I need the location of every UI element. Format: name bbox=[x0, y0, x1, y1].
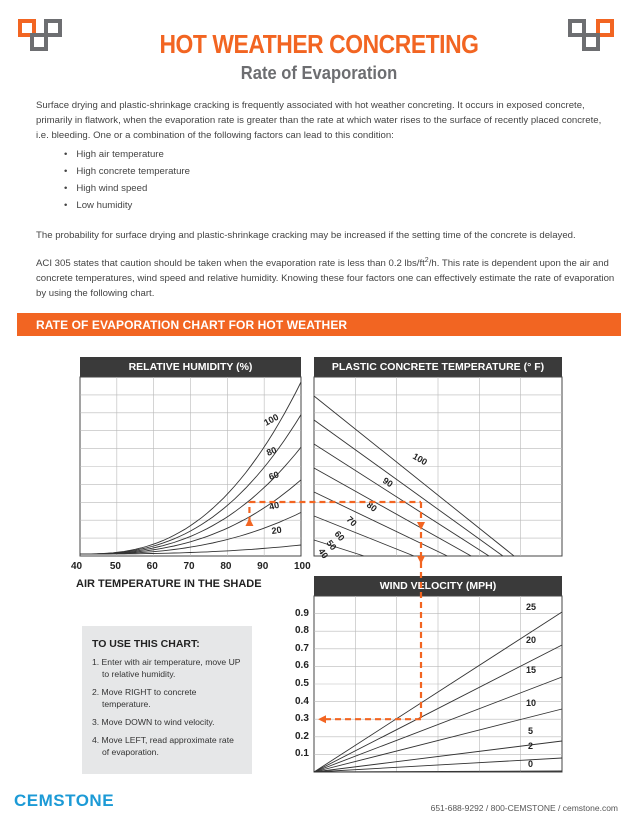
humidity-curve-label: 80 bbox=[265, 444, 279, 458]
instruction-steps bbox=[92, 656, 242, 758]
probability-paragraph: The probability for surface drying and plastic-shrinkage cracking may be increased if the setting time of the concrete is delayed. bbox=[36, 230, 576, 241]
concrete-temp-label: 60 bbox=[332, 528, 347, 543]
air-temp-tick: 40 bbox=[71, 561, 83, 572]
evaporation-tick: 0.6 bbox=[295, 660, 309, 672]
evaporation-tick: 0.4 bbox=[295, 695, 309, 707]
air-temp-tick: 80 bbox=[220, 561, 232, 572]
instructions-title: TO USE THIS CHART: bbox=[92, 638, 200, 650]
list-item: • High concrete temperature bbox=[64, 163, 190, 180]
evaporation-tick: 0.9 bbox=[295, 607, 309, 619]
footer-contact: 651-688-9292 / 800-CEMSTONE / cemstone.com bbox=[430, 803, 618, 813]
list-item: 1. Enter with air temperature, move UP to relative humidity. bbox=[92, 657, 241, 679]
list-item: 3. Move DOWN to wind velocity. bbox=[92, 717, 215, 727]
section-title: RATE OF EVAPORATION CHART FOR HOT WEATHER bbox=[36, 318, 348, 332]
humidity-curve-label: 40 bbox=[268, 499, 281, 512]
concrete-temp-label: 80 bbox=[364, 499, 379, 514]
concrete-temp-label: 90 bbox=[380, 475, 395, 490]
page-subtitle: Rate of Evaporation bbox=[240, 63, 398, 83]
list-item: • High air temperature bbox=[64, 146, 190, 163]
list-item: • Low humidity bbox=[64, 197, 190, 214]
wind-velocity-label: 2 bbox=[528, 741, 534, 751]
air-temp-axis-title: AIR TEMPERATURE IN THE SHADE bbox=[76, 578, 262, 590]
humidity-curve-label: 100 bbox=[262, 411, 281, 428]
evaporation-tick: 0.7 bbox=[295, 642, 309, 654]
intro-paragraph: Surface drying and plastic-shrinkage cracking is frequently associated with hot weather concreting. It occurs in exposed concrete, primarily in flatwork, when the evaporation rate is greater than the rate at which water rises to the surface of recently placed concrete, i.e. bleeding. One or a combination of the following factors can lead to this condition: bbox=[36, 100, 602, 141]
evaporation-tick: 0.2 bbox=[295, 730, 309, 742]
air-temp-tick: 50 bbox=[109, 561, 121, 572]
humidity-curve-label: 20 bbox=[270, 524, 283, 536]
air-temp-tick: 90 bbox=[257, 561, 269, 572]
air-temp-tick: 70 bbox=[183, 561, 195, 572]
concrete-temp-panel-header: PLASTIC CONCRETE TEMPERATURE (° F) bbox=[314, 357, 562, 377]
wind-velocity-label: 20 bbox=[526, 635, 537, 645]
brand-logo: CEMSTONE bbox=[14, 791, 115, 810]
list-item: 4. Move LEFT, read approximate rate of evaporation. bbox=[92, 735, 234, 757]
list-item: • High wind speed bbox=[64, 180, 190, 197]
evaporation-tick: 0.1 bbox=[295, 748, 309, 760]
aci-paragraph: ACI 305 states that caution should be taken when the evaporation rate is less than 0.2 lbs/$ft^2/h$. This rate is dependent upon the air and concrete temperatures, wind speed and relative humidity. Knowing these four factors one can effectively estimate the rate of evaporation by using the following chart. bbox=[36, 257, 615, 300]
wind-velocity-label: 25 bbox=[526, 602, 537, 612]
concrete-grid bbox=[314, 377, 562, 556]
air-temp-tick: 60 bbox=[146, 561, 158, 572]
arrow-down-icon bbox=[417, 556, 425, 564]
instructions-box bbox=[82, 626, 252, 774]
wind-velocity-label: 5 bbox=[528, 726, 534, 736]
evaporation-tick: 0.5 bbox=[295, 678, 309, 689]
evaporation-tick: 0.3 bbox=[295, 713, 309, 725]
list-item: 2. Move RIGHT to concrete temperature. bbox=[92, 687, 197, 709]
air-temp-tick: 100 bbox=[294, 561, 311, 572]
arrow-left-icon bbox=[318, 715, 326, 723]
concrete-temp-label: 70 bbox=[344, 514, 359, 529]
wind-panel-header: WIND VELOCITY (MPH) bbox=[314, 576, 562, 596]
arrow-up-icon bbox=[245, 518, 253, 526]
humidity-curve-label: 60 bbox=[267, 469, 281, 482]
humidity-grid bbox=[80, 377, 301, 556]
evaporation-tick: 0.8 bbox=[295, 625, 309, 637]
wind-velocity-label: 10 bbox=[526, 698, 537, 708]
page-title: HOT WEATHER CONCRETING bbox=[159, 29, 479, 59]
concrete-temp-label: 50 bbox=[324, 538, 339, 553]
concrete-temp-label: 100 bbox=[411, 451, 430, 468]
wind-velocity-label: 0 bbox=[528, 759, 534, 769]
humidity-panel-header: RELATIVE HUMIDITY (%) bbox=[80, 357, 301, 377]
chart-line-labels bbox=[262, 412, 536, 769]
wind-velocity-label: 15 bbox=[526, 665, 537, 675]
concrete-temp-label: 40 bbox=[316, 546, 331, 561]
